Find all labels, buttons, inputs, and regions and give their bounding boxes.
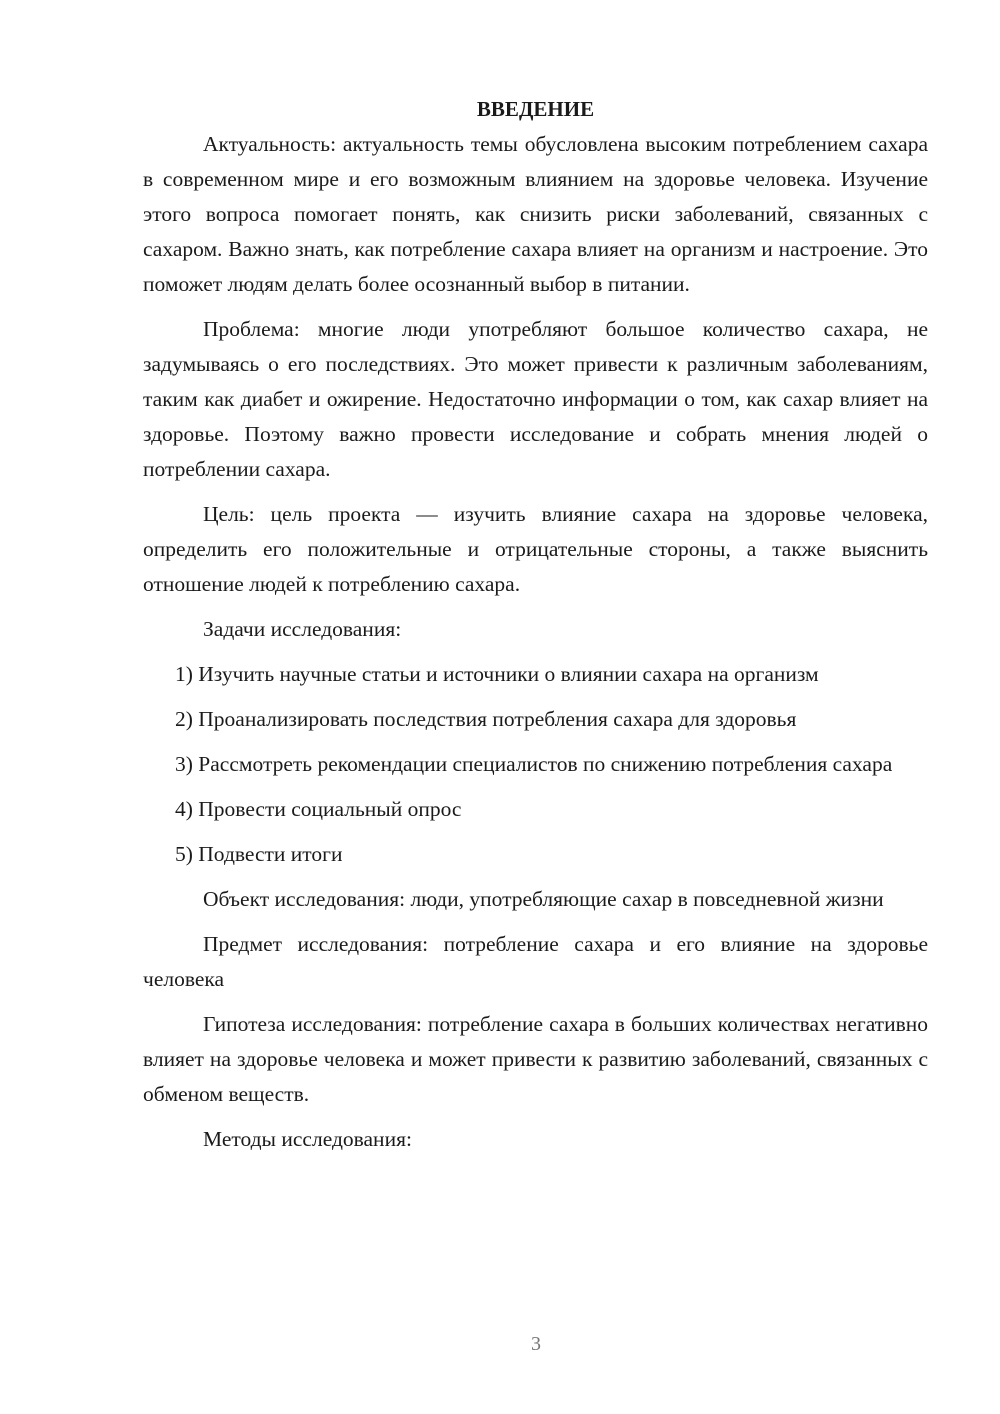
paragraph-object: Объект исследования: люди, употребляющие сахар в повседневной жизни — [203, 887, 884, 911]
page-number: 3 — [531, 1333, 541, 1355]
page-heading: ВВЕДЕНИЕ — [476, 97, 595, 121]
methods-title: Методы исследования: — [203, 1127, 412, 1151]
task-item-3: 3) Рассмотреть рекомендации специалистов по снижению потребления сахара — [175, 752, 893, 776]
page-content — [143, 92, 928, 1167]
task-item-5: 5) Подвести итоги — [175, 842, 343, 866]
paragraph-goal: Цель: цель проекта — изучить влияние сахара на здоровье человека, определить его положительные и отрицательные стороны, а также выяснить отношение людей к потреблению сахара. — [143, 502, 928, 596]
paragraph-problem: Проблема: многие люди употребляют большое количество сахара, не задумываясь о его последствиях. Это может привести к различным заболеваниям, таким как диабет и ожирение. Недостаточно информации о том, как сахар влияет на здоровье. Поэтому важно провести исследование и собрать мнения людей о потреблении сахара. — [143, 317, 928, 481]
task-item-2: 2) Проанализировать последствия потребления сахара для здоровья — [175, 707, 797, 731]
task-item-4: 4) Провести социальный опрос — [175, 797, 462, 821]
task-item-1: 1) Изучить научные статьи и источники о влиянии сахара на организм — [175, 662, 819, 686]
paragraph-relevance: Актуальность: актуальность темы обусловлена высоким потреблением сахара в современном мире и его возможным влиянием на здоровье человека. Изучение этого вопроса помогает понять, как снизить риски заболеваний, связанных с сахаром. Важно знать, как потребление сахара влияет на организм и настроение. Это поможет людям делать более осознанный выбор в питании. — [143, 132, 928, 296]
tasks-title: Задачи исследования: — [203, 617, 402, 641]
paragraph-subject: Предмет исследования: потребление сахара и его влияние на здоровье человека — [143, 932, 928, 991]
paragraph-hypothesis: Гипотеза исследования: потребление сахара в больших количествах негативно влияет на здоровье человека и может привести к развитию заболеваний, связанных с обменом веществ. — [143, 1012, 928, 1106]
